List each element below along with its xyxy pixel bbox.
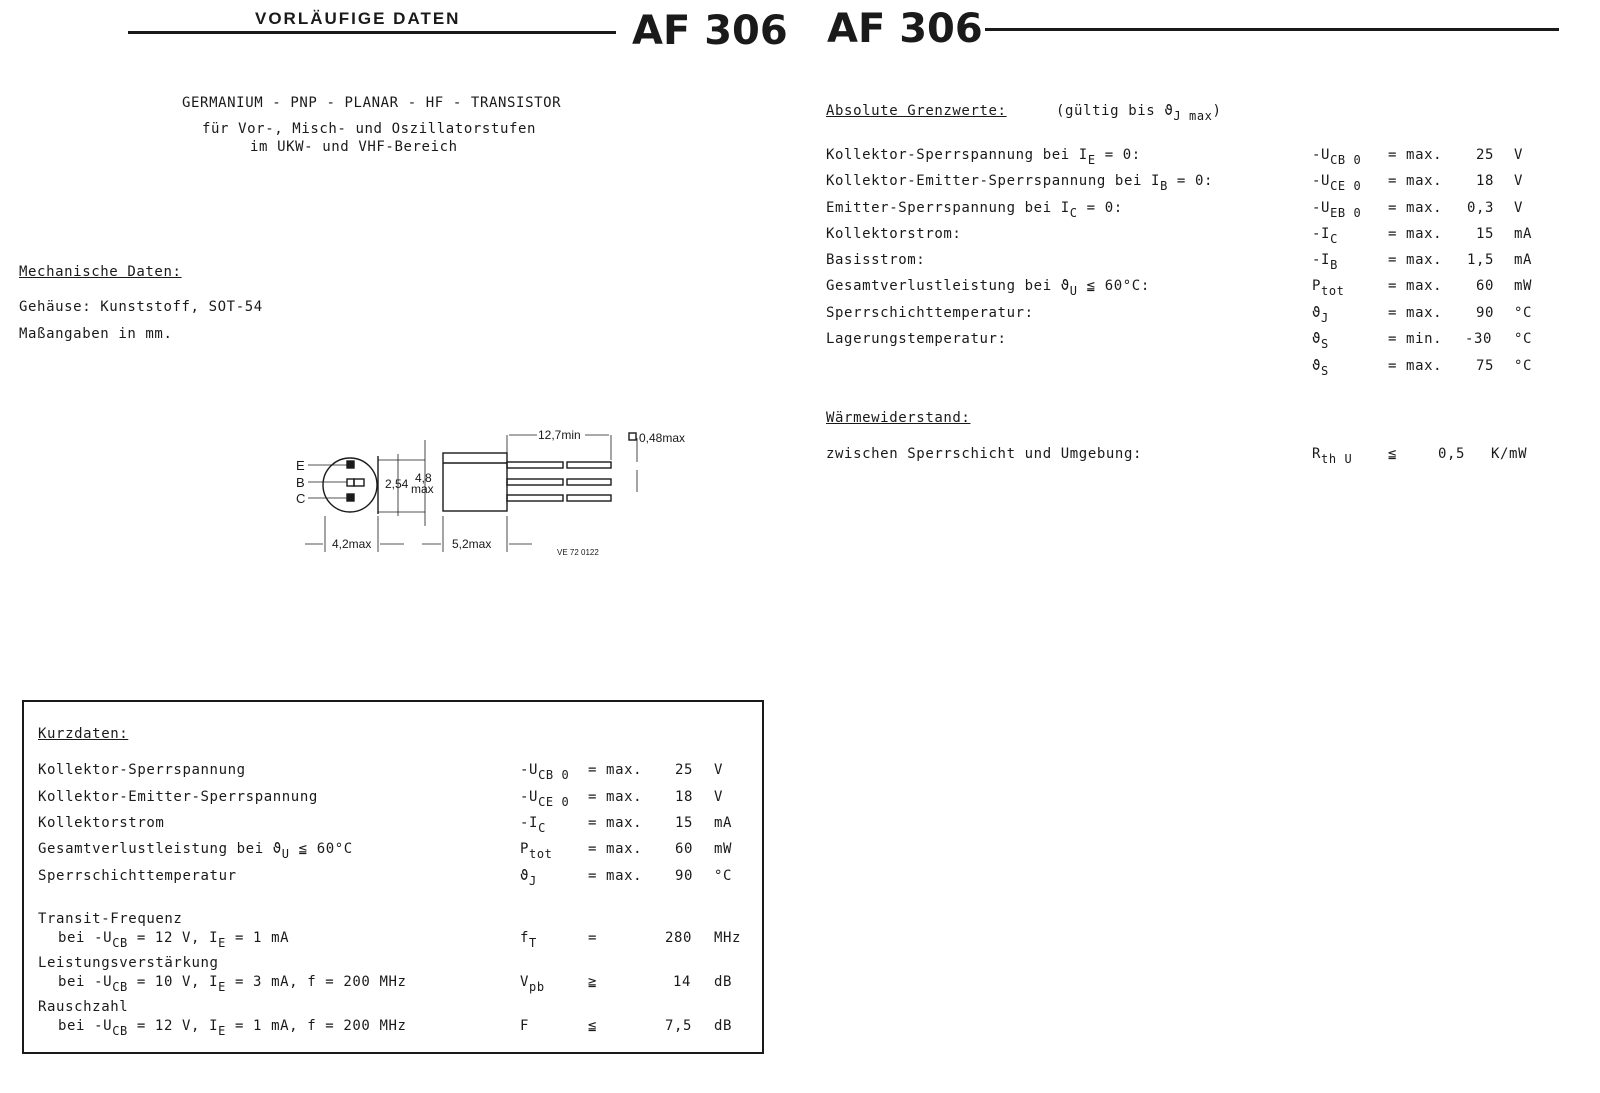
abs-label: Sperrschichttemperatur: [826,305,1034,321]
pin-label-e: E [296,458,305,473]
kurz-relation: = max. [588,841,643,857]
abs-value: 1,5 [1467,252,1495,268]
dim-lead-length: 12,7min [538,428,581,442]
dim-diameter: 4,2max [332,537,372,551]
abs-value: 90 [1476,305,1495,321]
abs-relation: = max. [1388,147,1443,163]
abs-relation: = max. [1388,305,1443,321]
kurz-relation: ≦ [588,1018,598,1034]
package-side-body [443,453,507,511]
abs-unit: mA [1514,252,1533,268]
abs-unit: °C [1514,331,1533,347]
abs-relation: = max. [1388,226,1443,242]
kurz-label: Kollektor-Sperrspannung [38,762,246,778]
thermal-value: 0,5 [1438,446,1466,462]
absolute-heading: Absolute Grenzwerte: [826,103,1007,119]
kurz-relation: = max. [588,815,643,831]
abs-value: 0,3 [1467,200,1495,216]
abs-unit: mA [1514,226,1533,242]
abs-symbol: $-U_{CE 0}$ [1312,173,1362,193]
kurz-symbol: F [520,1018,530,1034]
kurz-unit: °C [714,868,733,884]
kurz-symbol: $-U_{CB 0}$ [520,762,570,782]
application-line-2: im UKW- und VHF-Bereich [250,139,458,155]
abs-symbol: $P_{tot}$ [1312,278,1345,298]
abs-unit: °C [1514,305,1533,321]
kurz-condition: bei $-U_{CB} = 12$ V, $I_E = 1$ mA [58,930,290,950]
abs-unit: V [1514,173,1524,189]
kurz-unit: mA [714,815,733,831]
thermal-symbol: $R_{th U}$ [1312,446,1353,466]
kurz-relation: = max. [588,789,643,805]
abs-symbol: $-U_{EB 0}$ [1312,200,1362,220]
abs-label: Gesamtverlustleistung bei $ϑ_U$ ≦ 60°C: [826,278,1150,298]
drawing-reference: VE 72 0122 [557,548,599,557]
dim-body-length: 5,2max [452,537,492,551]
absolute-validity-note: (gültig bis $ϑ_{J max}$) [1056,103,1222,123]
package-drawing [280,420,720,570]
preliminary-label: VORLÄUFIGE DATEN [255,9,461,28]
kurz-relation: = max. [588,762,643,778]
kurz-heading: Kurzdaten: [38,726,129,742]
kurz-value: 15 [675,815,694,831]
abs-label: Kollektorstrom: [826,226,962,242]
kurz-value: 14 [673,974,692,990]
thermal-label: zwischen Sperrschicht und Umgebung: [826,446,1143,462]
kurz-unit: dB [714,1018,733,1034]
kurz-label: Kollektorstrom [38,815,165,831]
abs-value: 60 [1476,278,1495,294]
kurz-symbol: $P_{tot}$ [520,841,553,861]
kurz-value: 280 [665,930,693,946]
pin-label-c: C [296,491,306,506]
type-title-right: AF 306 [827,6,983,52]
abs-value: -30 [1465,331,1493,347]
kurz-value: 60 [675,841,694,857]
abs-value: 15 [1476,226,1495,242]
kurz-relation: ≧ [588,974,598,990]
kurz-label: Gesamtverlustleistung bei $ϑ_U$ ≦ 60°C [38,841,353,861]
abs-label: Lagerungstemperatur: [826,331,1007,347]
application-line-1: für Vor-, Misch- und Oszillatorstufen [202,121,537,137]
abs-label: Basisstrom: [826,252,926,268]
kurz-label: Kollektor-Emitter-Sperrspannung [38,789,318,805]
abs-unit: mW [1514,278,1533,294]
kurz-value: 7,5 [665,1018,693,1034]
kurz-label: Leistungsverstärkung [38,955,219,971]
abs-unit: °C [1514,358,1533,374]
header-rule-left [128,31,616,34]
mech-housing: Gehäuse: Kunststoff, SOT-54 [19,299,263,315]
abs-symbol: $-U_{CB 0}$ [1312,147,1362,167]
kurz-relation: = [588,930,598,946]
kurz-symbol: $-U_{CE 0}$ [520,789,570,809]
dim-height-max: max [411,482,434,496]
abs-relation: = max. [1388,278,1443,294]
dim-lead-width: 0,48max [639,431,686,445]
abs-unit: V [1514,147,1524,163]
mech-heading: Mechanische Daten: [19,264,182,280]
kurz-unit: mW [714,841,733,857]
kurz-relation: = max. [588,868,643,884]
kurz-unit: V [714,789,724,805]
abs-symbol: $ϑ_S$ [1312,331,1329,351]
kurz-condition: bei $-U_{CB} = 10$ V, $I_E = 3$ mA, f = 200 MHz [58,974,407,994]
kurz-value: 18 [675,789,694,805]
transistor-title: GERMANIUM - PNP - PLANAR - HF - TRANSISTOR [182,95,562,111]
kurz-unit: MHz [714,930,742,946]
abs-value: 25 [1476,147,1495,163]
abs-relation: = max. [1388,358,1443,374]
kurz-unit: dB [714,974,733,990]
header-rule-right [985,28,1559,31]
dim-pitch: 2,54 [385,477,409,491]
thermal-relation: ≦ [1388,446,1398,462]
kurz-value: 25 [675,762,694,778]
kurz-symbol: $V_{pb}$ [520,974,545,994]
abs-label: Kollektor-Emitter-Sperrspannung bei $I_B = 0$: [826,173,1214,193]
dim-height: 4,8 [415,471,432,485]
pin-label-b: B [296,475,305,490]
abs-symbol: $-I_C$ [1312,226,1338,246]
abs-unit: V [1514,200,1524,216]
kurz-symbol: $-I_C$ [520,815,546,835]
abs-symbol: $ϑ_J$ [1312,305,1329,325]
kurz-label: Sperrschichttemperatur [38,868,237,884]
abs-symbol: $-I_B$ [1312,252,1338,272]
thermal-heading: Wärmewiderstand: [826,410,971,426]
abs-relation: = max. [1388,173,1443,189]
abs-value: 75 [1476,358,1495,374]
thermal-unit: K/mW [1491,446,1528,462]
kurz-label: Transit-Frequenz [38,911,183,927]
abs-label: Emitter-Sperrspannung bei $I_C = 0$: [826,200,1123,220]
kurz-unit: V [714,762,724,778]
abs-symbol: $ϑ_S$ [1312,358,1329,378]
abs-relation: = max. [1388,252,1443,268]
kurz-condition: bei $-U_{CB} = 12$ V, $I_E = 1$ mA, f = 200 MHz [58,1018,407,1038]
abs-relation: = max. [1388,200,1443,216]
abs-value: 18 [1476,173,1495,189]
kurz-symbol: $ϑ_J$ [520,868,537,888]
type-title-left: AF 306 [632,8,788,54]
mech-units: Maßangaben in mm. [19,326,173,342]
abs-label: Kollektor-Sperrspannung bei $I_E = 0$: [826,147,1141,167]
kurz-value: 90 [675,868,694,884]
kurz-label: Rauschzahl [38,999,129,1015]
kurz-symbol: $f_T$ [520,930,537,950]
abs-relation: = min. [1388,331,1443,347]
